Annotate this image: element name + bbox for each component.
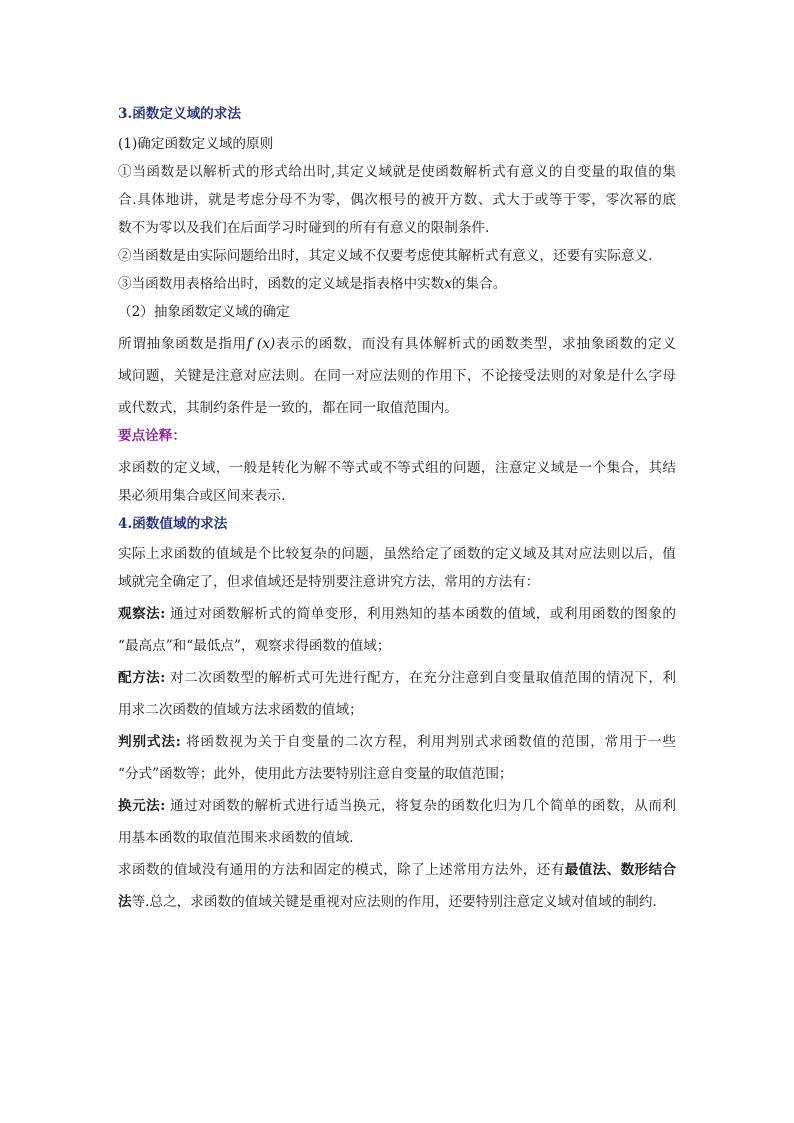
paragraph-line: 合.具体地讲，就是考虑分母不为零，偶次根号的被开方数、式大于或等于零，零次幂的底 xyxy=(118,192,676,208)
paragraph-line: 果必须用集合或区间来表示. xyxy=(118,488,286,504)
paragraph-table: ③当函数用表格给出时，函数的定义域是指表格中实数x的集合。 xyxy=(118,276,507,292)
method-label: 配方法: xyxy=(118,670,166,686)
paragraph-line: “分式”函数等；此外，使用此方法要特别注意自变量的取值范围； xyxy=(118,766,513,782)
method-label: 换元法: xyxy=(118,798,166,814)
method-completing-square: 配方法: 对二次函数型的解析式可先进行配方，在充分注意到自变量取值范围的情况下，利 xyxy=(118,670,676,686)
math-f-of-x: f (x) xyxy=(246,336,276,352)
method-substitution: 换元法: 通过对函数的解析式进行适当换元，将复杂的函数化归为几个简单的函数，从而利 xyxy=(118,798,676,814)
section-3-subtitle-2: （2）抽象函数定义域的确定 xyxy=(118,304,290,320)
paragraph-line: 实际上求函数的值域是个比较复杂的问题，虽然给定了函数的定义域及其对应法则以后，值 xyxy=(118,546,676,562)
method-label: 观察法: xyxy=(118,606,166,622)
paragraph-line: 求函数的定义域，一般是转化为解不等式或不等式组的问题，注意定义域是一个集合，其结 xyxy=(118,460,676,476)
key-point-label: 要点诠释： xyxy=(118,428,186,444)
section-4-title: 4.函数值域的求法 xyxy=(118,516,228,532)
document-content xyxy=(118,100,676,912)
math-variable-x: x xyxy=(444,276,452,292)
paragraph-abstract-function: 所谓抽象函数是指用f (x)表示的函数，而没有具体解析式的函数类型，求抽象函数的定义 xyxy=(118,336,676,352)
paragraph-line: 或代数式，其制约条件是一致的，都在同一取值范围内。 xyxy=(118,400,458,416)
paragraph-line: 用求二次函数的值域方法求函数的值域； xyxy=(118,702,363,718)
paragraph-real-problem: ②当函数是由实际问题给出时，其定义域不仅要考虑使其解析式有意义，还要有实际意义. xyxy=(118,248,653,264)
paragraph-line: 数不为零以及我们在后面学习时碰到的所有有意义的限制条件. xyxy=(118,220,490,236)
section-3-subtitle-1: (1)确定函数定义域的原则 xyxy=(118,136,274,152)
method-observation: 观察法: 通过对函数解析式的简单变形，利用熟知的基本函数的值域，或利用函数的图象的 xyxy=(118,606,676,622)
paragraph-line: 用基本函数的取值范围来求函数的值域. xyxy=(118,830,354,846)
conclusion-line-1: 求函数的值域没有通用的方法和固定的模式，除了上述常用方法外，还有最值法、数形结合 xyxy=(118,862,676,878)
method-label: 判别式法: xyxy=(118,734,181,750)
paragraph-line: 域问题，关键是注意对应法则。在同一对应法则的作用下，不论接受法则的对象是什么字母 xyxy=(118,368,676,384)
conclusion-line-2: 法等.总之，求函数的值域关键是重视对应法则的作用，还要特别注意定义域对值域的制约. xyxy=(118,894,657,910)
method-discriminant: 判别式法: 将函数视为关于自变量的二次方程，利用判别式求函数值的范围，常用于一些 xyxy=(118,734,676,750)
paragraph-line: 域就完全确定了，但求值域还是特别要注意讲究方法，常用的方法有： xyxy=(118,574,540,590)
paragraph-line: “最高点”和“最低点”，观察求得函数的值域； xyxy=(118,638,391,654)
paragraph-line: ①当函数是以解析式的形式给出时,其定义域就是使函数解析式有意义的自变量的取值的集 xyxy=(118,164,676,180)
section-3-title: 3.函数定义域的求法 xyxy=(118,106,241,122)
